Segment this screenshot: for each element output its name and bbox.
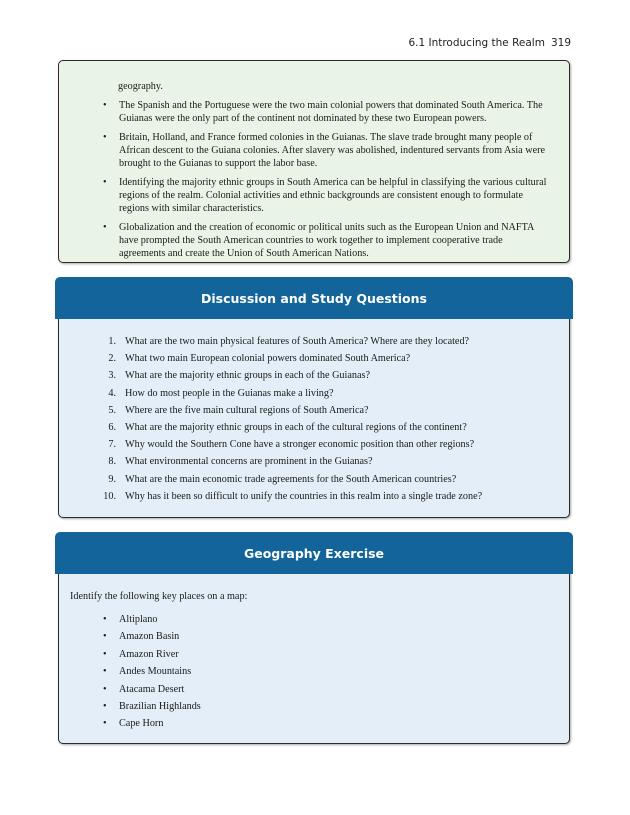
- question-text: Why has it been so difficult to unify the countries in this realm into a single trade zone?: [125, 490, 483, 502]
- discussion-banner: [55, 277, 573, 319]
- question-item: [89, 438, 549, 455]
- question-number: 1.: [108, 336, 116, 347]
- discussion-title: Discussion and Study Questions: [200, 290, 427, 306]
- exercise-intro: Identify the following key places on a map:: [70, 591, 248, 602]
- question-item: [89, 473, 549, 490]
- question-text: How do most people in the Guianas make a living?: [125, 387, 334, 399]
- question-item: [89, 421, 549, 438]
- question-text: Where are the five main cultural regions of South America?: [125, 404, 369, 416]
- question-item: [89, 387, 549, 404]
- place-item: • Amazon Basin: [103, 630, 201, 643]
- key-takeaways-content: [103, 80, 551, 266]
- question-text: What are the two main physical features of South America? Where are they located?: [125, 336, 470, 347]
- summary-bullet-list: [103, 99, 551, 260]
- question-number: 3.: [108, 370, 116, 382]
- summary-bullet: • Globalization and the creation of economic or political units such as the European Union and NAFTA have prompted the South American countries to work together to implement cooperative trade agreements and create the Union of South American Nations.: [103, 221, 551, 260]
- place-item: • Andes Mountains: [103, 665, 201, 678]
- question-number: 2.: [108, 353, 116, 365]
- discussion-box: [58, 305, 570, 518]
- running-header: [408, 37, 571, 49]
- question-list: [89, 335, 549, 507]
- question-item: [89, 404, 549, 421]
- question-item: [89, 369, 549, 386]
- places-list: [103, 613, 201, 735]
- place-item: • Altiplano: [103, 613, 201, 626]
- question-text: Why would the Southern Cone have a stronger economic position than other regions?: [125, 439, 475, 451]
- place-item: • Brazilian Highlands: [103, 700, 201, 713]
- question-text: What are the majority ethnic groups in each of the Guianas?: [125, 370, 370, 382]
- place-item: • Cape Horn: [103, 717, 201, 730]
- exercise-box: [58, 560, 570, 744]
- question-number: 6.: [108, 421, 116, 433]
- continued-text: geography.: [118, 81, 163, 92]
- exercise-title: Geography Exercise: [243, 545, 385, 561]
- question-text: What two main European colonial powers dominated South America?: [125, 353, 411, 365]
- question-number: 5.: [108, 404, 116, 416]
- summary-bullet: • The Spanish and the Portuguese were the two main colonial powers that dominated South America. The Guianas were the only part of the continent not dominated by these two European powers.: [103, 99, 551, 125]
- question-item: [89, 352, 549, 369]
- question-item: [89, 455, 549, 472]
- question-item: [89, 490, 549, 507]
- place-item: • Atacama Desert: [103, 683, 201, 696]
- key-takeaways-box: [58, 60, 570, 263]
- summary-bullet: • Identifying the majority ethnic groups in South America can be helpful in classifying the various cultural regions of the realm. Colonial activities and ethnic backgrounds are consistent enough to formulate regions with similar characteristics.: [103, 176, 551, 215]
- question-item: [89, 335, 549, 352]
- question-number: 7.: [108, 439, 116, 451]
- summary-bullet: • Britain, Holland, and France formed colonies in the Guianas. The slave trade brought many people of African descent to the Guiana colonies. After slavery was abolished, indentured servants from Asia were brought to the Guianas to support the labor base.: [103, 131, 551, 170]
- place-item: • Amazon River: [103, 648, 201, 661]
- exercise-banner: [55, 532, 573, 574]
- question-number: 10.: [103, 490, 116, 502]
- section-title: 6.1 Introducing the Realm: [408, 37, 545, 49]
- question-text: What are the majority ethnic groups in each of the cultural regions of the continent?: [125, 421, 467, 433]
- page-number: 319: [550, 37, 571, 49]
- question-number: 8.: [108, 456, 116, 468]
- question-number: 4.: [108, 387, 116, 399]
- question-text: What environmental concerns are prominent in the Guianas?: [125, 456, 373, 468]
- question-text: What are the main economic trade agreements for the South American countries?: [125, 473, 457, 485]
- question-number: 9.: [108, 473, 116, 485]
